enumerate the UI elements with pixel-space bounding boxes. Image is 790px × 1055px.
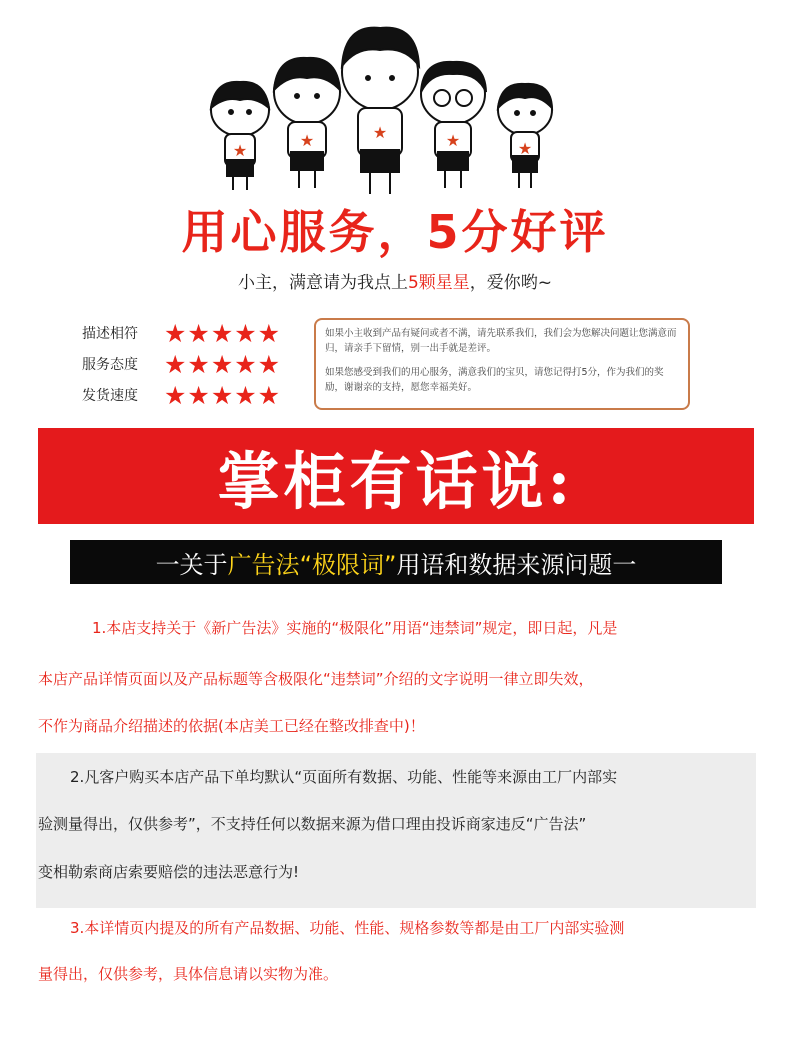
svg-text:★: ★ xyxy=(299,131,315,150)
rating-label: 服务态度 xyxy=(82,357,138,373)
rating-stars: ★★★★★ xyxy=(164,380,282,410)
para1-line: 本店产品详情页面以及产品标题等含极限化“违禁词”介绍的文字说明一律立即失效， xyxy=(38,670,594,688)
subline-prefix: 小主，满意请为我点上 xyxy=(237,273,408,293)
note-box xyxy=(314,318,690,410)
para2-line: 2.凡客户购买本店产品下单均默认“页面所有数据、功能、性能等来源由工厂内部实 xyxy=(70,768,618,786)
para1-line: 1.本店支持关于《新广告法》实施的“极限化”用语“违禁词”规定，即日起，凡是 xyxy=(92,619,618,637)
headline: 用心服务，5分好评 xyxy=(181,205,609,259)
banner-title: 掌柜有话说: xyxy=(217,444,575,518)
svg-text:★: ★ xyxy=(372,123,388,142)
topic-part: 一关于 xyxy=(155,550,228,579)
rating-label: 描述相符 xyxy=(82,326,138,342)
para3-line: 3.本详情页内提及的所有产品数据、功能、性能、规格参数等都是由工厂内部实验测 xyxy=(70,919,625,937)
rating-stars: ★★★★★ xyxy=(164,318,282,348)
kid-figure xyxy=(211,82,269,190)
topic-bar xyxy=(70,540,722,584)
note-paragraph: 如果您感受到我们的用心服务，满意我们的宝贝，请您记得打5分，作为我们的奖励，谢谢亲的支持，愿您幸福美好。 xyxy=(325,367,664,393)
subline xyxy=(0,268,790,293)
subline-highlight: 5颗星星 xyxy=(407,273,470,293)
shopkeeper-banner xyxy=(38,428,754,524)
svg-text:★: ★ xyxy=(517,139,533,158)
rating-row-shipping xyxy=(82,380,281,410)
cartoon-kids-illustration xyxy=(195,10,575,200)
topic-part-highlight: “极限词” xyxy=(299,550,397,579)
rating-label: 发货速度 xyxy=(82,388,138,404)
para1-line: 不作为商品介绍描述的依据(本店美工已经在整改排查中)！ xyxy=(38,717,425,735)
para2-line: 变相勒索商店索要赔偿的违法恶意行为! xyxy=(38,863,300,881)
svg-text:★: ★ xyxy=(445,131,461,150)
note-paragraph: 如果小主收到产品有疑问或者不满，请先联系我们，我们会为您解决问题让您满意而归，请亲手下留情，别一出手就是差评。 xyxy=(325,328,677,354)
para3-line: 量得出，仅供参考，具体信息请以实物为准。 xyxy=(38,965,339,983)
svg-text:★: ★ xyxy=(232,141,248,160)
topic-part: 用语和数据来源问题一 xyxy=(396,550,637,579)
subline-suffix: ，爱你哟~ xyxy=(469,273,553,293)
rating-row-description xyxy=(82,318,281,348)
rating-stars: ★★★★★ xyxy=(164,349,282,379)
rating-row-service xyxy=(82,349,281,379)
topic-part-highlight: 广告法 xyxy=(227,550,300,579)
para2-line: 验测量得出，仅供参考”，不支持任何以数据来源为借口理由投诉商家违反“广告法” xyxy=(38,815,587,833)
